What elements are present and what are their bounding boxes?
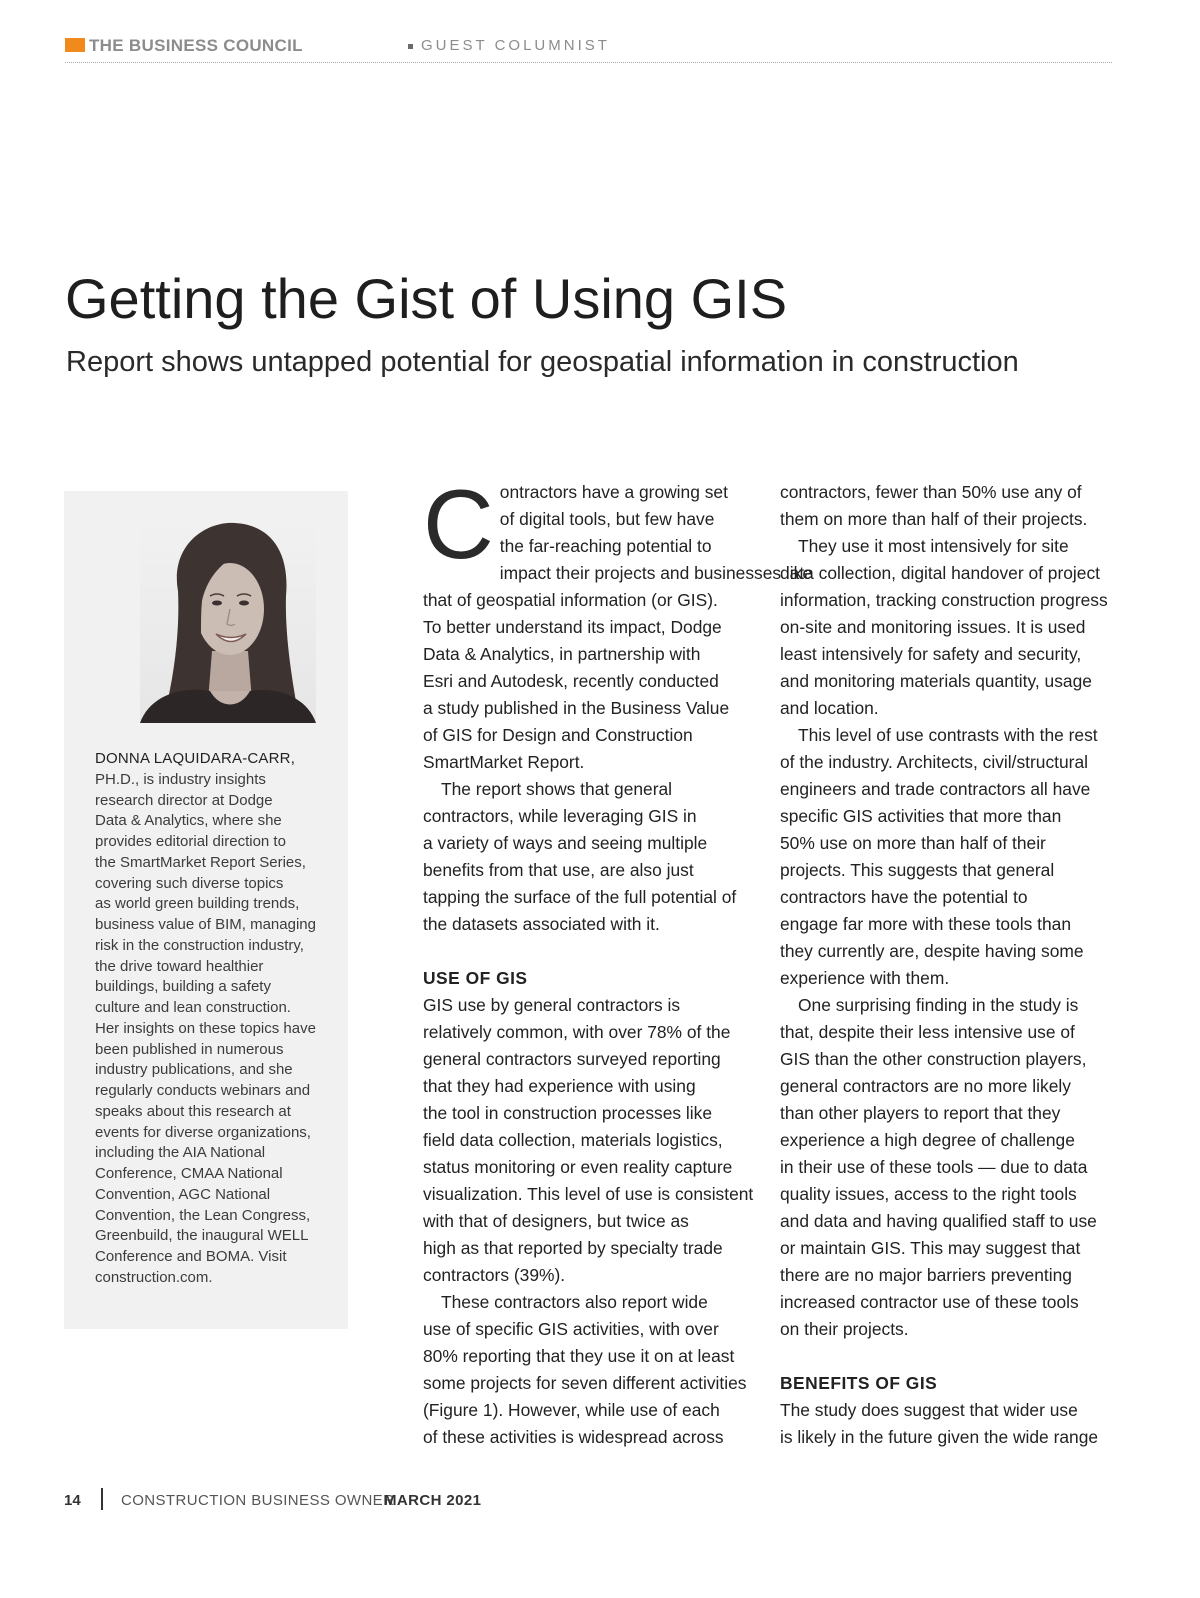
body-text-line: general contractors surveyed reporting (423, 1049, 721, 1069)
body-text-line: or maintain GIS. This may suggest that (780, 1238, 1081, 1258)
author-bio-line: the drive toward healthier (95, 957, 264, 975)
section-label: THE BUSINESS COUNCIL (89, 36, 303, 55)
article-column-1 (423, 469, 812, 1451)
author-bio (95, 749, 335, 1289)
author-bio-line: regularly conducts webinars and (95, 1082, 311, 1099)
body-text-line: field data collection, materials logistics, (423, 1130, 723, 1150)
body-text-line: quality issues, access to the right tools (780, 1184, 1077, 1204)
body-text-line: contractors (39%). (423, 1265, 566, 1285)
body-text-line: contractors have the potential to (780, 887, 1028, 907)
body-text-line: and monitoring materials quantity, usage (780, 671, 1092, 691)
body-text-line: that, despite their less intensive use of (780, 1022, 1075, 1042)
body-text-line: a study published in the Business Value (423, 698, 730, 718)
page-footer (64, 1488, 664, 1512)
author-bio-line: culture and lean construction. (95, 999, 291, 1016)
body-text-line: increased contractor use of these tools (780, 1292, 1079, 1312)
body-text-line: visualization. This level of use is consistent (423, 1184, 754, 1204)
body-text-line: relatively common, with over 78% of the (423, 1022, 731, 1042)
footer-divider (101, 1488, 103, 1510)
body-text-line: benefits from that use, are also just (423, 860, 694, 880)
body-text-line: (Figure 1). However, while use of each (423, 1400, 720, 1420)
body-text-line: that they had experience with using (423, 1076, 696, 1096)
body-text-line: on-site and monitoring issues. It is used (780, 617, 1086, 637)
body-text-line: To better understand its impact, Dodge (423, 617, 722, 637)
body-text-line: data collection, digital handover of project (780, 563, 1100, 583)
body-text-line: of GIS for Design and Construction (423, 725, 693, 745)
body-text-line: status monitoring or even reality capture (423, 1157, 733, 1177)
body-text-line: GIS use by general contractors is (423, 995, 681, 1015)
body-text-line: impact their projects and businesses like (499, 563, 812, 583)
author-bio-line: the SmartMarket Report Series, (95, 853, 306, 871)
body-text-line: The study does suggest that wider use (780, 1400, 1078, 1420)
article-deck: Report shows untapped potential for geospatial information in construction (66, 346, 1019, 378)
body-text-line: in their use of these tools — due to data (780, 1157, 1088, 1177)
author-bio-line: industry publications, and she (95, 1061, 293, 1079)
body-text-line: of the industry. Architects, civil/structural (780, 752, 1088, 772)
author-bio-line: Convention, AGC National (95, 1185, 271, 1203)
body-text-line: The report shows that general (441, 779, 673, 799)
body-text-line: contractors, while leveraging GIS in (423, 806, 697, 826)
body-text-line: This level of use contrasts with the rest (798, 725, 1098, 745)
drop-cap: C (423, 469, 494, 579)
body-text-line: the tool in construction processes like (423, 1103, 713, 1123)
body-text-line: they currently are, despite having some (780, 941, 1084, 961)
article-column-2 (780, 479, 1120, 1451)
section-heading: BENEFITS OF GIS (780, 1373, 938, 1393)
author-bio-line: Conference, CMAA National (95, 1165, 283, 1182)
body-text-line: and location. (780, 698, 879, 718)
issue-date: MARCH 2021 (384, 1492, 482, 1509)
body-text-line: These contractors also report wide (441, 1292, 708, 1312)
running-header (65, 36, 1112, 63)
body-text-line: They use it most intensively for site (798, 536, 1069, 556)
body-text-line: them on more than half of their projects. (780, 509, 1088, 529)
page-number: 14 (64, 1492, 81, 1509)
author-bio-line: speaks about this research at (95, 1102, 291, 1120)
body-text-line: 80% reporting that they use it on at least (423, 1346, 735, 1366)
body-text-line: the far-reaching potential to (499, 536, 712, 556)
separator-dot (408, 44, 413, 49)
author-bio-line: including the AIA National (95, 1144, 266, 1162)
body-text-line: and data and having qualified staff to use (780, 1211, 1097, 1231)
author-bio-line: covering such diverse topics (95, 874, 284, 892)
body-text-line: is likely in the future given the wide range (780, 1427, 1099, 1447)
author-bio-line: as world green building trends, (95, 895, 300, 913)
body-text-line: engage far more with these tools than (780, 914, 1071, 934)
body-text-line: least intensively for safety and security, (780, 644, 1082, 664)
author-bio-line: provides editorial direction to (95, 833, 286, 850)
author-bio-line: business value of BIM, managing (95, 916, 316, 933)
author-photo (140, 521, 316, 723)
body-text-line: than other players to report that they (780, 1103, 1061, 1123)
body-text-line: projects. This suggests that general (780, 860, 1055, 880)
body-text-line: on their projects. (780, 1319, 909, 1339)
body-text-line: experience a high degree of challenge (780, 1130, 1075, 1150)
subsection-label: GUEST COLUMNIST (421, 37, 610, 54)
author-sidebar (64, 491, 348, 1329)
body-text-line: high as that reported by specialty trade (423, 1238, 723, 1258)
body-text-line: SmartMarket Report. (423, 752, 585, 772)
body-text-line: contractors, fewer than 50% use any of (780, 482, 1082, 502)
author-bio-line: Convention, the Lean Congress, (95, 1206, 311, 1224)
section-heading: USE OF GIS (423, 968, 528, 988)
body-text-line: the datasets associated with it. (423, 914, 660, 934)
section-color-swatch (65, 38, 85, 52)
body-text-line: information, tracking construction progress (780, 590, 1108, 610)
author-bio-line: risk in the construction industry, (95, 936, 304, 954)
body-text-line: tapping the surface of the full potential of (423, 887, 737, 907)
author-bio-line: research director at Dodge (95, 791, 273, 809)
body-text-line: general contractors are no more likely (780, 1076, 1071, 1096)
author-bio-line: buildings, building a safety (95, 978, 271, 996)
section-spacer (780, 1343, 1120, 1370)
body-text-line: specific GIS activities that more than (780, 806, 1062, 826)
author-bio-line: Data & Analytics, where she (95, 812, 282, 830)
body-text-line: there are no major barriers preventing (780, 1265, 1072, 1285)
body-text-line: One surprising finding in the study is (798, 995, 1079, 1015)
author-bio-line: PH.D., is industry insights (95, 770, 266, 788)
author-bio-line: Her insights on these topics have (95, 1019, 316, 1037)
body-text-line: Esri and Autodesk, recently conducted (423, 671, 719, 691)
body-text-line: use of specific GIS activities, with over (423, 1319, 719, 1339)
body-text-line: that of geospatial information (or GIS). (423, 590, 718, 610)
body-text-line: of digital tools, but few have (499, 509, 715, 529)
body-text-line: Data & Analytics, in partnership with (423, 644, 701, 664)
body-text-line: 50% use on more than half of their (780, 833, 1046, 853)
body-text-line: some projects for seven different activities (423, 1373, 747, 1393)
author-bio-line: construction.com. (95, 1268, 213, 1286)
author-bio-line: DONNA LAQUIDARA-CARR, (95, 750, 296, 767)
author-bio-line: been published in numerous (95, 1040, 284, 1058)
body-text-line: ontractors have a growing set (499, 482, 728, 502)
author-bio-line: Greenbuild, the inaugural WELL (95, 1227, 309, 1245)
author-bio-line: events for diverse organizations, (95, 1123, 311, 1141)
body-text-line: with that of designers, but twice as (423, 1211, 689, 1231)
body-text-line: a variety of ways and seeing multiple (423, 833, 708, 853)
body-text-line: GIS than the other construction players, (780, 1049, 1087, 1069)
body-text-line: experience with them. (780, 968, 950, 988)
section-spacer (423, 938, 758, 965)
body-text-line: engineers and trade contractors all have (780, 779, 1091, 799)
publication-name: CONSTRUCTION BUSINESS OWNER (121, 1492, 395, 1509)
article-title: Getting the Gist of Using GIS (65, 267, 788, 330)
author-bio-line: Conference and BOMA. Visit (95, 1248, 287, 1265)
body-text-line: of these activities is widespread across (423, 1427, 724, 1447)
